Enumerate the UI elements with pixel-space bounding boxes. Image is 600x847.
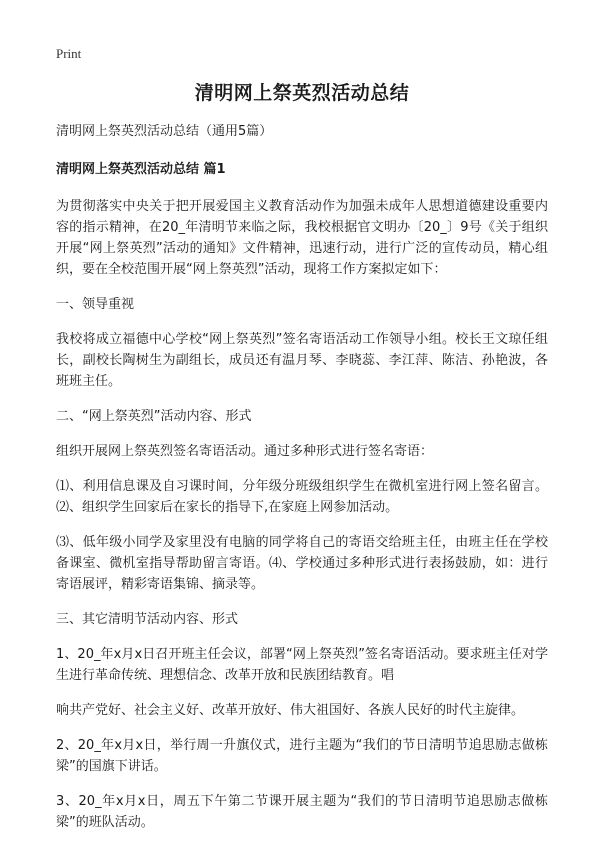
paragraph-activity-3-4: ⑶、低年级小同学及家里没有电脑的同学将自己的寄语交给班主任，由班主任在学校备课室、微机室指导帮助留言寄语。⑷、学校通过多种形式进行表扬鼓励，如：进行寄语展评，精彩寄语集锦、摘录等。 (56, 535, 548, 592)
paragraph-intro: 为贯彻落实中央关于把开展爱国主义教育活动作为加强未成年人思想道德建设重要内容的指示精神，在20_年清明节来临之际，我校根据官文明办〔20_〕9号《关于组织开展“网上祭英烈”活动的通知》文件精神，迅速行动，进行广泛的宣传动员，精心组织，要在全校范围开展“网上祭英烈”活动，现将工作方案拟定如下： (56, 199, 548, 277)
heading-leadership: 一、领导重视 (56, 297, 135, 312)
paragraph-leadership: 我校将成立福德中心学校“网上祭英烈”签名寄语活动工作领导小组。校长王文琼任组长，副校长陶树生为副组长，成员还有温月琴、李晓蕊、李江萍、陈洁、孙艳波，各班班主任。 (56, 332, 548, 389)
paragraph-activity-intro: 组织开展网上祭英烈签名寄语活动。通过多种形式进行签名寄语： (56, 444, 434, 459)
paragraph-other-3: 3、20_年x月x日，周五下午第二节课开展主题为“我们的节日清明节追思励志做栋梁”的班队活动。 (56, 794, 548, 830)
paragraph-other-1: 1、20_年x月x日召开班主任会议，部署“网上祭英烈”签名寄语活动。要求班主任对学生进行革命传统、理想信念、改革开放和民族团结教育。唱 (56, 647, 548, 683)
document-subtitle: 清明网上祭英烈活动总结（通用5篇） (56, 124, 273, 139)
section-heading: 清明网上祭英烈活动总结 篇1 (56, 162, 226, 177)
document-title: 清明网上祭英烈活动总结 (194, 82, 410, 104)
paragraph-other-1-continued: 响共产党好、社会主义好、改革开放好、伟大祖国好、各族人民好的时代主旋律。 (56, 703, 525, 718)
print-label: Print (56, 46, 82, 61)
paragraph-activity-1-2: ⑴、利用信息课及自习课时间，分年级分班级组织学生在微机室进行网上签名留言。⑵、组织学生回家后在家长的指导下,在家庭上网参加活动。 (56, 479, 548, 515)
paragraph-other-2: 2、20_年x月x日，举行周一升旗仪式，进行主题为“我们的节日清明节追思励志做栋梁”的国旗下讲话。 (56, 738, 548, 774)
document-page (56, 78, 548, 847)
heading-other-activities: 三、其它清明节活动内容、形式 (56, 612, 239, 627)
heading-activity-content: 二、“网上祭英烈”活动内容、形式 (56, 409, 252, 424)
